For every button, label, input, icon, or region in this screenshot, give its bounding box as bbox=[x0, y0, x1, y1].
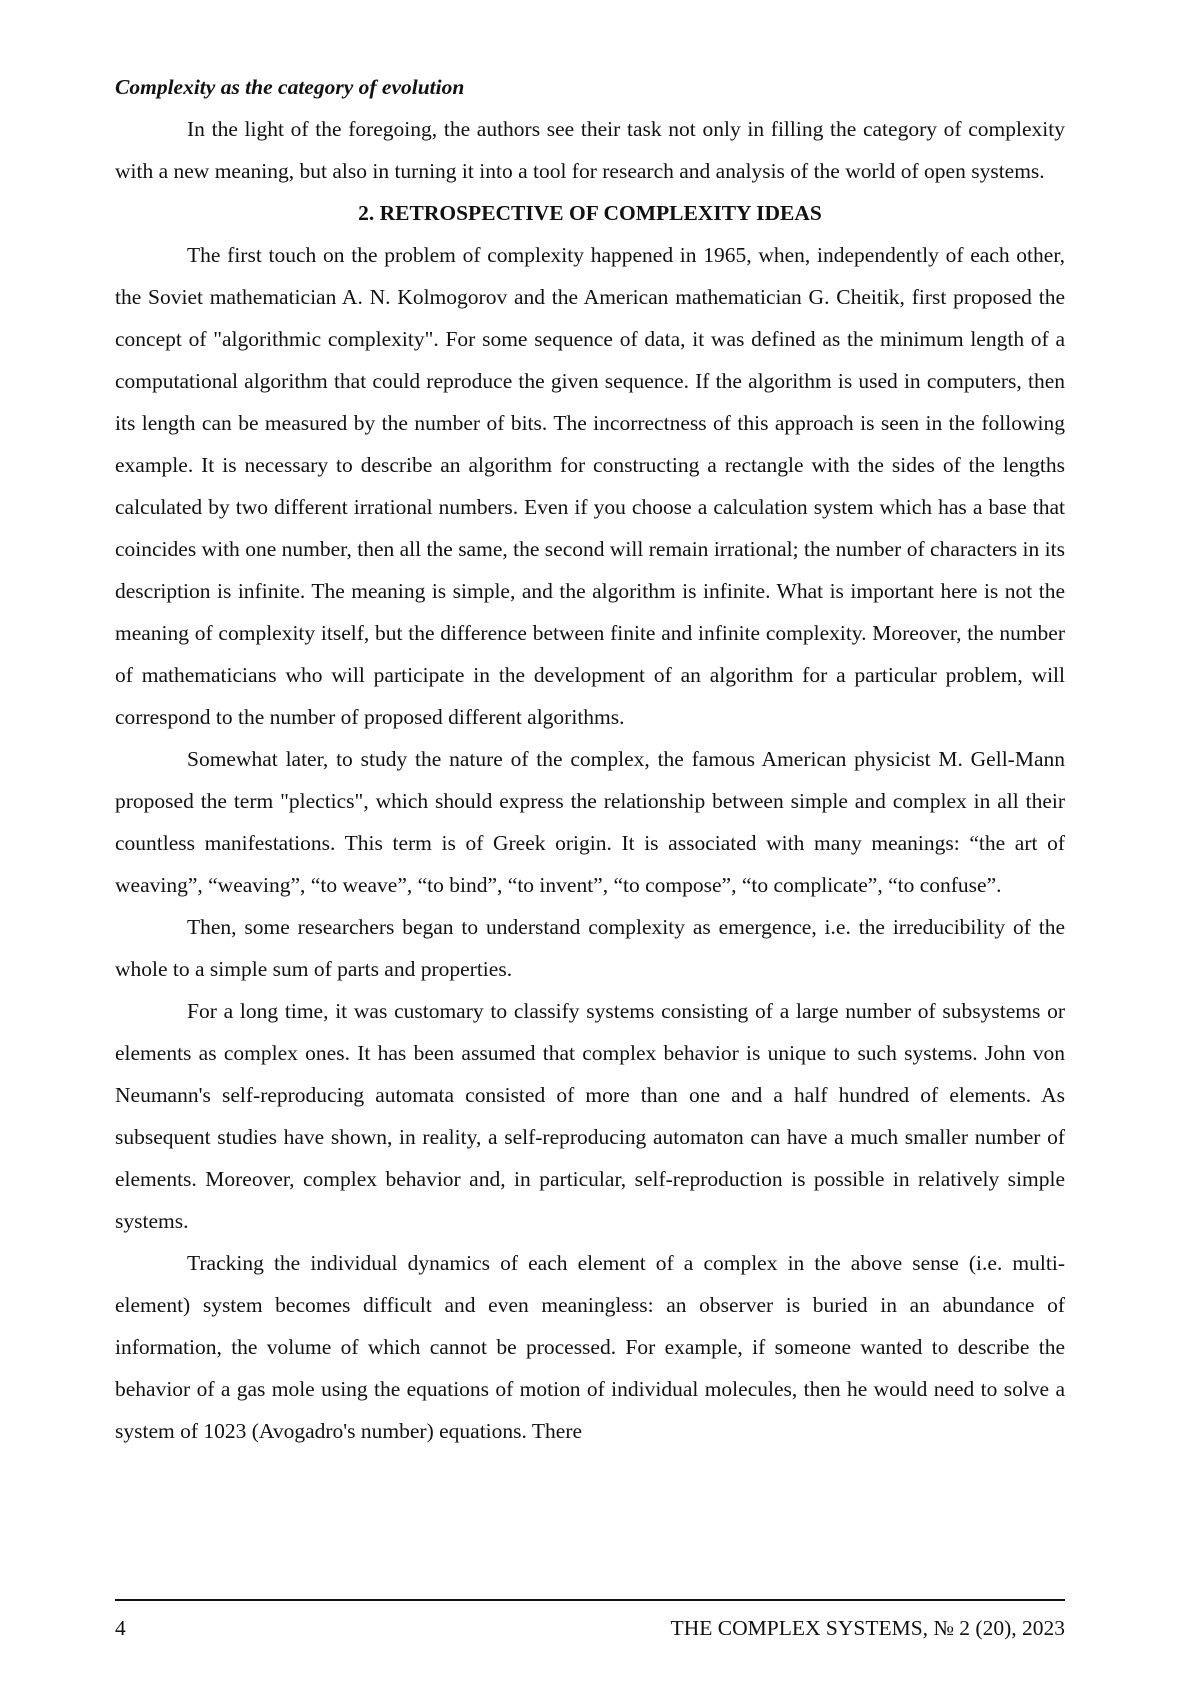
paragraph-2: The first touch on the problem of complexity happened in 1965, when, independently of each other, the Soviet mathematician A. N. Kolmogorov and the American mathematician G. Cheitik, first proposed the concept of "algorithmic complexity". For some sequence of data, it was defined as the minimum length of a computational algorithm that could reproduce the given sequence. If the algorithm is used in computers, then its length can be measured by the number of bits. The incorrectness of this approach is seen in the following example. It is necessary to describe an algorithm for constructing a rectangle with the sides of the lengths calculated by two different irrational numbers. Even if you choose a calculation system which has a base that coincides with one number, then all the same, the second will remain irrational; the number of characters in its description is infinite. The meaning is simple, and the algorithm is infinite. What is important here is not the meaning of complexity itself, but the difference between finite and infinite complexity. Moreover, the number of mathematicians who will participate in the development of an algorithm for a particular problem, will correspond to the number of proposed different algorithms. bbox=[115, 243, 1065, 729]
paragraph-5: For a long time, it was customary to classify systems consisting of a large number of subsystems or elements as complex ones. It has been assumed that complex behavior is unique to such systems. John von Neumann's self-reproducing automata consisted of more than one and a half hundred of elements. As subsequent studies have shown, in reality, a self-reproducing automaton can have a much smaller number of elements. Moreover, complex behavior and, in particular, self-reproduction is possible in relatively simple systems. bbox=[115, 999, 1065, 1233]
page-number: 4 bbox=[115, 1616, 126, 1640]
paragraph-1: In the light of the foregoing, the authors see their task not only in filling the category of complexity with a new meaning, but also in turning it into a tool for research and analysis of the world of open systems. bbox=[115, 117, 1065, 183]
section-heading: 2. RETROSPECTIVE OF COMPLEXITY IDEAS bbox=[358, 201, 822, 225]
paragraph-3: Somewhat later, to study the nature of the complex, the famous American physicist M. Gell-Mann proposed the term "plectics", which should express the relationship between simple and complex in all their countless manifestations. This term is of Greek origin. It is associated with many meanings: “the art of weaving”, “weaving”, “to weave”, “to bind”, “to invent”, “to compose”, “to complicate”, “to confuse”. bbox=[115, 747, 1065, 897]
footer-divider bbox=[115, 1599, 1065, 1601]
paragraph-4: Then, some researchers began to understand complexity as emergence, i.e. the irreducibility of the whole to a simple sum of parts and properties. bbox=[115, 915, 1065, 981]
page-footer bbox=[115, 1608, 1065, 1648]
page-body bbox=[115, 66, 1065, 1452]
journal-info: THE COMPLEX SYSTEMS, № 2 (20), 2023 bbox=[670, 1616, 1065, 1640]
subsection-title: Complexity as the category of evolution bbox=[115, 75, 465, 99]
paragraph-6: Tracking the individual dynamics of each element of a complex in the above sense (i.e. multi-element) system becomes difficult and even meaningless: an observer is buried in an abundance of information, the volume of which cannot be processed. For example, if someone wanted to describe the behavior of a gas mole using the equations of motion of individual molecules, then he would need to solve a system of 1023 (Avogadro's number) equations. There bbox=[115, 1251, 1065, 1443]
